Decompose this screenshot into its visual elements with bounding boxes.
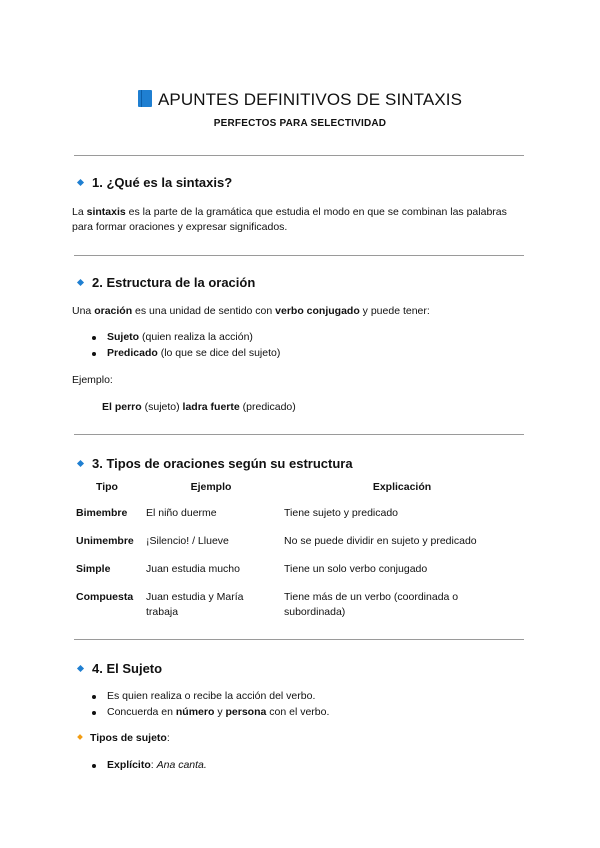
cell-tipo: Compuesta [76,591,134,603]
term-numero: número [175,706,215,718]
divider [74,639,524,640]
text-run: y puede tener: [359,305,430,317]
term-explicito: Explícito [107,759,151,771]
blue-diamond-icon [77,179,84,186]
text-run: : [150,759,157,771]
text-run: (quien realiza la acción) [139,331,253,343]
column-header-tipo: Tipo [96,481,118,493]
cell-tipo: Unimembre [76,535,134,547]
section-4-heading-text: 4. El Sujeto [92,661,163,676]
section-2-heading-text: 2. Estructura de la oración [92,275,256,290]
list-item-text: Es quien realiza o recibe la acción del verbo. [107,690,316,702]
term-predicado: Predicado [107,347,158,359]
list-item [92,331,253,343]
text-run: y [214,706,226,718]
cell-tipo: Bimembre [76,507,128,519]
text-run: Una [72,305,95,317]
subject-types-label [78,731,518,746]
subject-types-label-text: Tipos de sujeto [90,732,167,744]
divider [74,255,524,256]
divider [74,434,524,435]
table-row [72,529,524,557]
blue-book-icon [138,90,152,107]
text-run: (predicado) [239,401,296,413]
section-2-heading [78,275,255,290]
document-subtitle: PERFECTOS PARA SELECTIVIDAD [213,118,387,129]
example-ana-canta: Ana canta. [156,759,207,771]
column-header-explicacion: Explicación [372,481,432,493]
section-3-heading-text: 3. Tipos de oraciones según su estructura [92,456,353,471]
cell-explicacion: No se puede dividir en sujeto y predicado [284,535,477,547]
text-run: (sujeto) [141,401,183,413]
divider [74,155,524,156]
sentence-types-table [72,478,524,628]
blue-diamond-icon [77,279,84,286]
section-1-paragraph [72,205,512,235]
section-4-heading [78,661,162,676]
section-3-heading [78,456,353,471]
cell-explicacion: Tiene un solo verbo conjugado [284,563,428,575]
section-1-heading-text: 1. ¿Qué es la sintaxis? [92,175,233,190]
term-persona: persona [225,706,267,718]
text-run: : [166,732,170,744]
cell-ejemplo: Juan estudia y María trabaja [146,591,244,618]
section-1-heading [78,175,232,190]
orange-diamond-icon [77,734,83,740]
table-header-row [72,478,524,501]
term-oracion: oración [94,305,133,317]
term-sujeto: Sujeto [107,331,140,343]
term-verbo-conjugado: verbo conjugado [275,305,360,317]
text-run: es la parte de la gramática que estudia el modo en que se combinan las palabras para formar oraciones y expresar significados. [72,206,507,233]
document-title-text: APUNTES DEFINITIVOS DE SINTAXIS [157,90,463,109]
example-predicate: ladra fuerte [182,401,240,413]
cell-ejemplo: ¡Silencio! / Llueve [146,535,229,547]
cell-ejemplo: Juan estudia mucho [146,563,240,575]
list-item [92,690,315,702]
blue-diamond-icon [77,665,84,672]
list-item [92,347,280,359]
blue-diamond-icon [77,460,84,467]
section-2-paragraph [72,304,512,319]
example-label: Ejemplo: [72,374,113,386]
example-sentence [102,400,542,415]
cell-explicacion: Tiene más de un verbo (coordinada o subordinada) [284,591,459,618]
column-header-ejemplo: Ejemplo [190,481,232,493]
example-subject: El perro [102,401,142,413]
cell-tipo: Simple [76,563,111,575]
text-run: (lo que se dice del sujeto) [157,347,281,359]
term-sintaxis: sintaxis [86,206,126,218]
text-run: Concuerda en [107,706,176,718]
table-row [72,501,524,529]
text-run: La [72,206,87,218]
list-item [92,759,207,771]
list-item [92,706,329,718]
table-row [72,585,524,628]
text-run: con el verbo. [266,706,330,718]
document-title [0,90,600,110]
table-row [72,557,524,585]
text-run: es una unidad de sentido con [132,305,276,317]
cell-explicacion: Tiene sujeto y predicado [284,507,399,519]
cell-ejemplo: El niño duerme [146,507,217,519]
